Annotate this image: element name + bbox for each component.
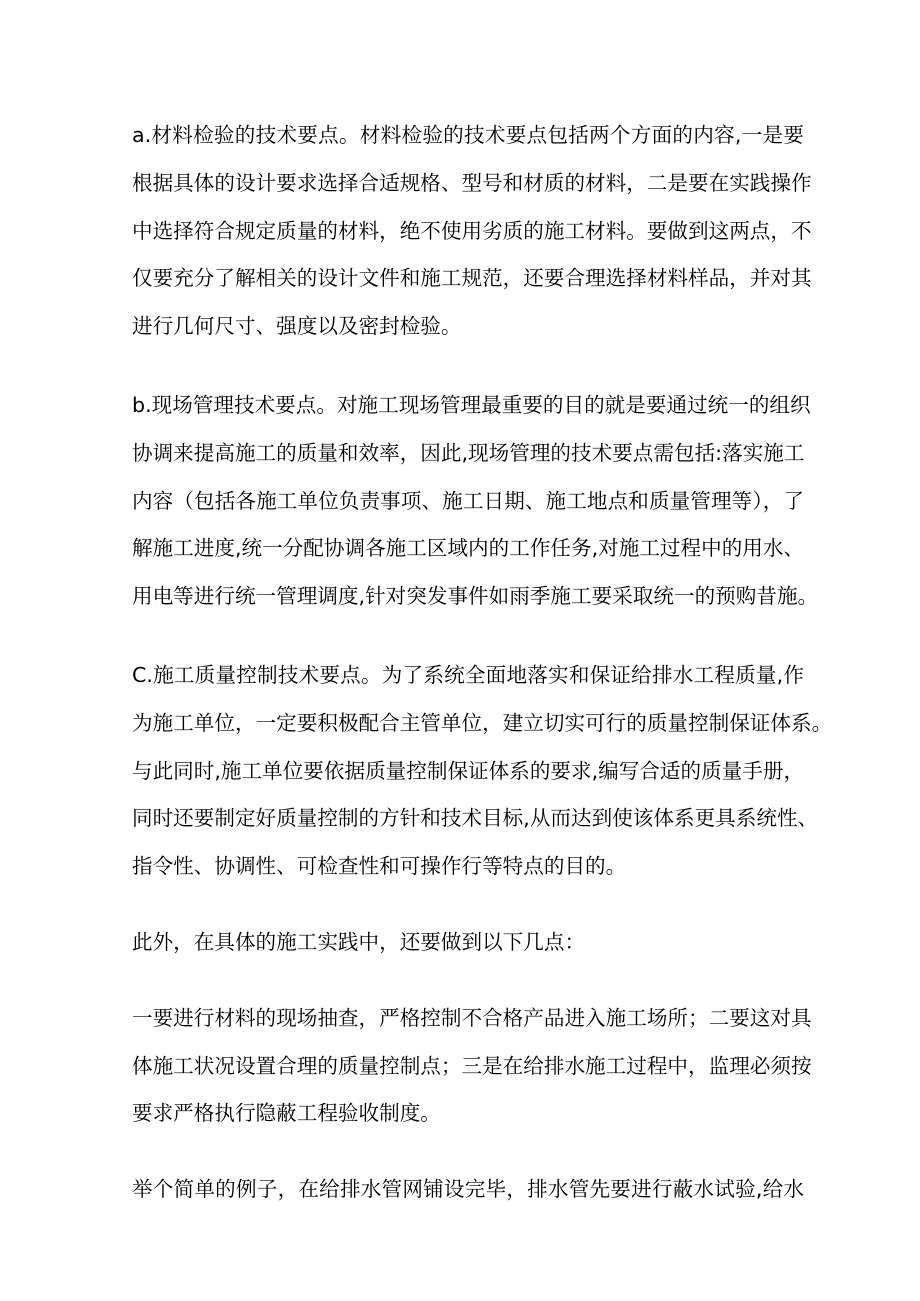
text-line: 此外，在具体的施工实践中，还要做到以下几点： [132, 929, 586, 954]
paragraph-gap [132, 621, 804, 652]
text-line: C.施工质量控制技术要点。为了系统全面地落实和保证给排水工程质量,作 [132, 662, 804, 687]
text-line: 一要进行材料的现场抽查，严格控制不合格产品进入施工场所；二要这对具 [132, 1005, 812, 1030]
text-line: 体施工状况设置合理的质量控制点；三是在给排水施工过程中，监理必须按 [132, 1053, 812, 1078]
paragraph-material-inspection [132, 112, 812, 351]
text-line: 举个简单的例子，在给排水管网铺设完毕，排水管先要进行蔽水试验,给水 [132, 1177, 804, 1202]
paragraph-site-management [132, 382, 819, 621]
paragraph-gap [132, 891, 804, 919]
paragraph-intro [132, 919, 804, 967]
text-line: 内容（包括各施工单位负责事项、施工日期、施工地点和质量管理等），了 [132, 488, 804, 513]
text-line: 根据具体的设计要求选择合适规格、型号和材质的材料，二是要在实践操作 [132, 170, 812, 195]
text-line: 中选择符合规定质量的材料，绝不使用劣质的施工材料。要做到这两点，不 [132, 218, 812, 243]
text-line: 指令性、协调性、可检查性和可操作行等特点的目的。 [132, 854, 627, 879]
paragraph-example [132, 1166, 804, 1214]
text-line: 仅要充分了解相关的设计文件和施工规范，还要合理选择材料样品，并对其 [132, 266, 812, 291]
text-line: 进行几何尺寸、强度以及密封检验。 [132, 314, 462, 339]
text-line: 为施工单位，一定要积极配合主管单位，建立切实可行的质量控制保证体系。 [132, 710, 833, 735]
text-line: 解施工进度,统一分配协调各施工区域内的工作任务,对施工过程中的用水、 [132, 536, 805, 561]
paragraph-gap [132, 1138, 804, 1166]
text-line: 同时还要制定好质量控制的方针和技术目标,从而达到使该体系更具系统性、 [132, 806, 819, 831]
text-line: 要求严格执行隐蔽工程验收制度。 [132, 1101, 441, 1126]
paragraph-gap [132, 967, 804, 995]
text-line: b.现场管理技术要点。对施工现场管理最重要的目的就是要通过统一的组织 [132, 392, 811, 417]
paragraph-quality-control [132, 652, 833, 891]
text-line: 协调来提高施工的质量和效率，因此,现场管理的技术要点需包括:落实施工 [132, 440, 805, 465]
paragraph-key-points [132, 995, 812, 1138]
document-body [132, 112, 833, 1214]
paragraph-gap [132, 351, 804, 382]
text-line: 用电等进行统一管理调度,针对突发事件如雨季施工要采取统一的预购昔施。 [132, 584, 819, 609]
text-line: 与此同时,施工单位要依据质量控制保证体系的要求,编写合适的质量手册， [132, 758, 805, 783]
text-line: a.材料检验的技术要点。材料检验的技术要点包括两个方面的内容,一是要 [132, 123, 804, 147]
